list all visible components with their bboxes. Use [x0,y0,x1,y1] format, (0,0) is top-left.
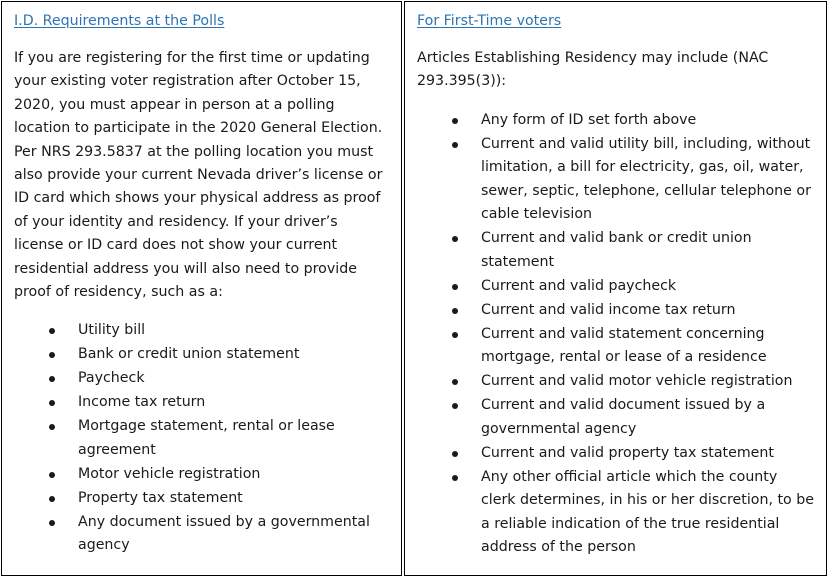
bullet-icon [49,520,55,526]
list-item [14,367,389,391]
list-item [14,391,389,415]
id-requirements-panel [1,1,402,576]
bullet-icon [452,142,458,148]
list-item-text: Mortgage statement, rental or lease agreement [78,418,335,458]
list-item-text: Current and valid motor vehicle registration [481,373,793,390]
list-item [14,319,389,343]
list-item [417,394,814,441]
bullet-icon [49,376,55,382]
id-requirements-heading-link[interactable]: I.D. Requirements at the Polls [14,13,225,29]
list-item-text: Property tax statement [78,489,243,506]
list-item-text: Current and valid paycheck [481,277,677,294]
list-item [14,415,389,462]
list-item [417,442,814,466]
bullet-icon [452,308,458,314]
list-item-text: Any document issued by a governmental agency [78,513,370,554]
list-item-text: Current and valid income tax return [481,301,736,318]
list-item-text: Utility bill [78,322,146,339]
list-item [417,466,814,560]
list-item-text: Current and valid document issued by a governmental agency [481,397,766,437]
list-item-text: Current and valid bank or credit union statement [481,230,752,270]
bullet-icon [452,451,458,457]
bullet-icon [49,496,55,502]
bullet-icon [49,400,55,406]
list-item-text: Any other official article which the county clerk determines, in his or her discretion, to be a reliable indication of the true residential address of the person [481,468,814,556]
list-item [417,275,814,299]
residency-articles-paragraph: Articles Establishing Residency may include (NAC 293.395(3)): [417,50,769,90]
list-item [417,370,814,394]
first-time-voters-panel [404,1,827,576]
articles-establishing-residency-list [417,109,814,560]
bullet-icon [49,424,55,430]
first-time-voters-heading-link[interactable]: For First-Time voters [417,13,562,29]
list-item [14,343,389,367]
bullet-icon [49,472,55,478]
list-item-text: Current and valid property tax statement [481,444,774,461]
list-item [417,109,814,133]
list-item-text: Income tax return [78,394,206,411]
list-item-text: Current and valid statement concerning mortgage, rental or lease of a residence [481,325,767,366]
bullet-icon [452,403,458,409]
bullet-icon [452,379,458,385]
list-item [417,323,814,370]
list-item [14,511,389,558]
list-item-text: Paycheck [78,370,145,387]
list-item [14,487,389,511]
list-item-text: Current and valid utility bill, including, without limitation, a bill for electricity, gas, oil, water, sewer, septic, telephone, cellular telephone or cable television [481,135,811,223]
id-requirements-paragraph: If you are registering for the first time or updating your existing voter registration after October 15, 2020, you must appear in person at a polling location to participate in the 2020 General Election. Per NRS 293.5837 at the polling location you must also provide your current Nevada driver’s license or ID card which shows your physical address as proof of your identity and residency. If your driver’s license or ID card does not show your current residential address you will also need to provide proof of residency, such as a: [14,50,383,301]
list-item [417,299,814,323]
list-item [417,227,814,274]
bullet-icon [452,284,458,290]
bullet-icon [452,118,458,124]
bullet-icon [452,475,458,481]
bullet-icon [452,332,458,338]
list-item-text: Any form of ID set forth above [481,111,697,128]
list-item-text: Motor vehicle registration [78,465,261,482]
bullet-icon [49,352,55,358]
list-item [14,463,389,487]
proof-of-residency-list [14,319,389,558]
bullet-icon [49,328,55,334]
list-item-text: Bank or credit union statement [78,346,300,363]
list-item [417,133,814,227]
bullet-icon [452,236,458,242]
